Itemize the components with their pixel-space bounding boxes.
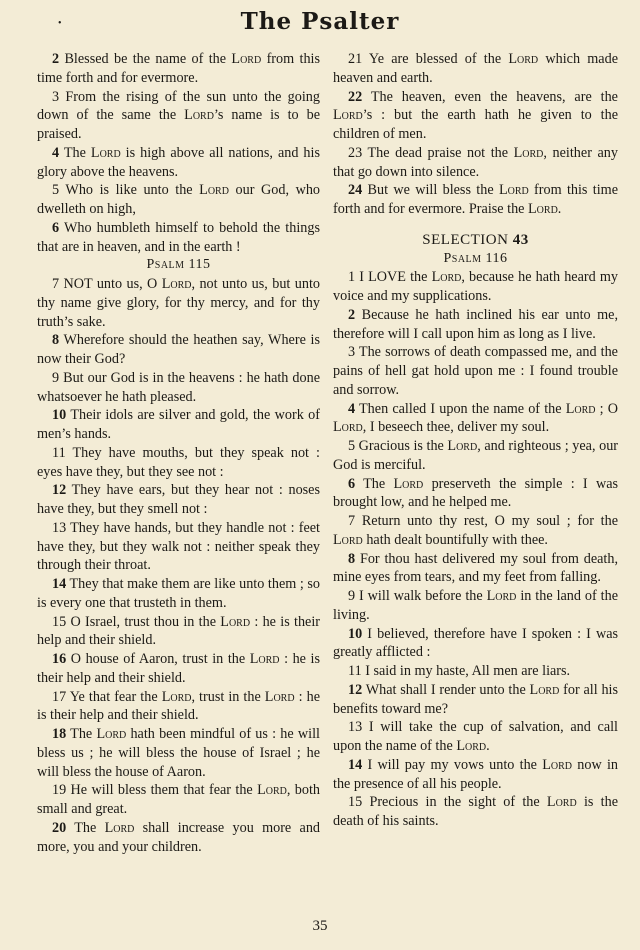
verse-text: : he is their help and their shield. [37,613,321,649]
verse-text: I will pay my vows unto the [367,756,543,773]
verse-text: Who humbleth himself to behold the things that are in heaven, and in the earth ! [37,219,320,255]
verse [37,181,320,219]
verse-number: 2 [348,306,356,323]
verse [333,756,618,794]
page-title: The Psalter [240,8,400,35]
verse-number: 7 [348,513,356,529]
verse-number: 9 [52,369,60,386]
selection-heading [333,231,618,250]
verse-text: The [363,475,394,492]
verse-text: ; O [595,400,619,417]
verse-number: 8 [52,332,60,349]
verse [333,306,618,344]
divine-name: Lord [264,688,295,705]
divine-name: Lord [96,726,127,742]
verse-number: 5 [348,438,356,454]
verse [37,444,320,482]
divine-name: Lord [257,782,287,799]
divine-name: Lord [456,738,487,754]
verse-number: 5 [52,182,60,199]
divine-name: Lord [529,681,560,698]
verse [37,219,320,257]
verse-number: 19 [52,782,67,799]
verse-number: 4 [348,400,356,417]
verse-text: Who is like unto the [65,182,200,199]
divine-name: Lord [161,276,192,292]
verse-text: ’s : but the earth hath he given to the children of men. [333,107,618,142]
verse-text: , trust in the [191,688,265,705]
verse [333,793,618,831]
divine-name: Lord [498,182,529,199]
verse-text: Wherefore should the heathen say, Where is now their God? [37,332,320,367]
verse-text: our God, who dwelleth on high, [37,182,321,217]
verse [333,343,618,399]
verse-text: They have mouths, but they speak not : eyes have they, but they see not : [37,444,320,480]
verse-number: 21 [348,51,363,67]
verse [37,725,320,781]
verse-number: 18 [52,726,67,742]
verse-number: 13 [348,719,363,736]
verse-text: which made heaven and earth. [333,51,618,86]
verse-text: But we will bless the [367,182,499,199]
divine-name: Lord [542,756,573,773]
verse-number: 3 [348,344,356,361]
psalm-heading: Psalm 115 [146,257,211,273]
divine-name: Lord [486,588,517,604]
verse-number: 3 [52,88,60,105]
psalm-heading: Psalm 116 [443,250,508,266]
verse-text: I will take the cup of salvation, and call upon the name of the [333,719,618,754]
verse-text: shall increase you more and more, you and your children. [37,819,321,855]
verse-text: The dead praise not the [367,144,514,161]
verse-text: now in the presence of all his people. [333,756,619,792]
verse-text: The heaven, even the heavens, are the [370,88,618,105]
verse-text: They have ears, but they hear not : noses have they, but they smell not : [37,482,320,517]
selection-number: 43 [512,231,529,248]
verse-number: 22 [348,88,363,105]
divine-name: Lord [546,794,577,811]
verse-text: : he is their help and their shield. [37,651,321,686]
verse-text: preserveth the simple : I was brought low, and he helped me. [333,475,619,511]
divine-name: Lord [513,144,544,161]
verse-number: 23 [348,144,363,161]
verse-text: O house of Aaron, trust in the [70,651,250,667]
divine-name: Lord [184,107,214,124]
verse [37,688,320,726]
verse-text: Return unto thy rest, O my soul ; for the [361,513,619,529]
verse-number: 16 [52,651,67,667]
verse [333,437,618,475]
verse [333,181,618,219]
verse [333,587,618,625]
verse-text: The [70,726,97,742]
verse-text: For thou hast delivered my soul from death, mine eyes from tears, and my feet from falling. [333,550,618,586]
verse-text: The sorrows of death compassed me, and the pains of hell gat hold upon me : I found trouble and sorrow. [333,344,618,398]
verse [37,575,320,613]
divine-name: Lord [249,651,280,667]
verse [37,519,320,575]
divine-name: Lord [333,419,363,436]
verse [37,144,320,182]
verse-text: from this time forth and for evermore. [37,51,321,86]
verse-number: 8 [348,550,356,567]
verse-number: 15 [348,794,363,811]
verse-number: 11 [52,444,66,461]
verse-text: But our God is in the heavens : he hath done whatsoever he hath pleased. [37,369,321,405]
divine-name: Lord [220,613,251,630]
verse-text: hath dealt bountifully with thee. [362,531,548,548]
verse-text: From the rising of the sun unto the going down of the same the [37,88,320,124]
verse [37,50,320,88]
verse-text: , and righteous ; yea, our God is merciful. [333,438,619,473]
verse-number: 10 [52,407,67,424]
verse [333,268,618,306]
verse-text: , because he hath heard my voice and my supplications. [333,269,618,304]
verse [333,718,618,756]
verse-text: Blessed be the name of the [64,51,232,67]
verse-text: , not unto us, but unto thy name give glory, for thy mercy, and for thy truth’s sake. [37,276,320,330]
verse-number: 10 [348,625,363,642]
divine-name: Lord [528,201,558,217]
verse-number: 7 [52,276,60,292]
verse-text: , I beseech thee, deliver my soul. [362,419,550,436]
verse-number: 6 [348,475,356,492]
verse-text: : he is their help and their shield. [37,688,321,724]
verse-text: NOT unto us, O [63,276,162,292]
verse [333,50,618,88]
verse-text: . [557,201,562,217]
verse [333,144,618,182]
verse-number: 9 [348,588,356,604]
verse-number: 1 [348,269,356,286]
verse-text: , neither any that go down into silence. [333,144,618,180]
verse-text: I will walk before the [359,588,487,604]
divine-name: Lord [431,269,462,286]
verse [37,88,320,144]
verse-text: Because he hath inclined his ear unto me, therefore will I call upon him as long as I live. [333,306,619,342]
verse [37,275,320,331]
verse-number: 20 [52,819,67,836]
verse [37,613,320,651]
divine-name: Lord [447,438,478,454]
verse-text: for all his benefits toward me? [333,681,618,717]
verse-number: 12 [348,681,363,698]
verse-text: hath been mindful of us : he will bless us ; he will bless the house of Israel ; he will bless the house of Aaron. [37,726,320,780]
verse [333,681,618,719]
verse-number: 11 [348,663,362,679]
divine-name: Lord [565,400,596,417]
verse-text: is high above all nations, and his glory above the heavens. [37,144,320,180]
divine-name: Lord [231,51,262,67]
verse-text: Their idols are silver and gold, the work of men’s hands. [37,407,321,442]
verse [333,550,618,588]
verse-text: I LOVE the [359,269,432,286]
verse [37,369,320,407]
verse-text: from this time forth and for evermore. Praise the [333,182,618,217]
left-column [37,50,320,856]
verse-number: 17 [52,688,67,705]
page-mark: • [58,18,62,29]
divine-name: Lord [393,475,424,492]
verse-text: , both small and great. [37,782,320,817]
verse-text: is the death of his saints. [333,794,618,829]
verse [37,481,320,519]
verse [333,475,618,513]
verse-text: Then called I upon the name of the [359,400,566,417]
verse-number: 24 [348,182,363,199]
verse-text: He will bless them that fear the [70,782,258,799]
verse-text: Gracious is the [358,438,448,454]
selection-label: SELECTION [422,231,509,248]
verse-text: Precious in the sight of the [369,794,547,811]
divine-name: Lord [104,819,135,836]
verse-text: I believed, therefore have I spoken : I was greatly afflicted : [333,625,619,661]
page-number: 35 [312,918,328,934]
verse-number: 12 [52,482,67,499]
verse [333,512,618,550]
verse-text: The [74,819,105,836]
verse-number: 6 [52,219,60,236]
verse-text: . [486,738,490,754]
verse-number: 15 [52,613,67,630]
verse [333,625,618,663]
verse-text: Ye are blessed of the [368,51,509,67]
verse-number: 13 [52,519,67,536]
right-column [333,50,618,831]
verse-text: What shall I render unto the [365,681,530,698]
verse-number: 14 [52,576,67,592]
verse [37,781,320,819]
verse-number: 4 [52,144,60,161]
verse-text: Ye that fear the [69,688,162,705]
verse [37,819,320,857]
divine-name: Lord [161,688,192,705]
verse [333,400,618,438]
divine-name: Lord [199,182,229,199]
verse-number: 14 [348,756,363,773]
verse-text: ’s name is to be praised. [37,107,320,142]
verse-text: They have hands, but they handle not : feet have they, but they walk not : neither speak they through their throat. [37,519,320,574]
verse-text: in the land of the living. [333,588,619,623]
verse-text: The [63,144,91,161]
verse [37,331,320,369]
verse-text: They that make them are like unto them ; so is every one that trusteth in them. [37,576,320,611]
verse [333,662,618,681]
verse [333,88,618,144]
verse-text: I said in my haste, All men are liars. [365,663,571,679]
divine-name: Lord [333,107,363,124]
verse [37,650,320,688]
divine-name: Lord [508,51,539,67]
divine-name: Lord [90,144,121,161]
divine-name: Lord [333,531,363,548]
verse-text: O Israel, trust thou in the [70,613,221,630]
verse-number: 2 [52,51,60,67]
verse [37,406,320,444]
